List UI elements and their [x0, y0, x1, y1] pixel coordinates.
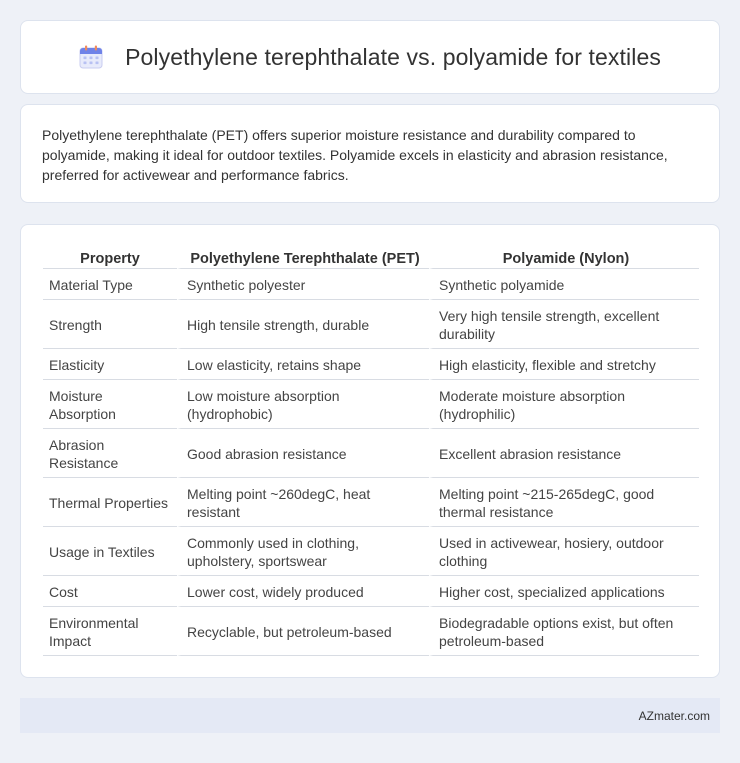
polyamide-cell: Excellent abrasion resistance [429, 429, 699, 478]
comparison-card [20, 224, 720, 678]
property-cell: Elasticity [43, 349, 177, 380]
polyamide-cell: Very high tensile strength, excellent durability [429, 300, 699, 349]
table-row [43, 527, 699, 576]
page-title: Polyethylene terephthalate vs. polyamide for textiles [125, 43, 661, 70]
pet-cell: Lower cost, widely produced [177, 576, 429, 607]
polyamide-cell: High elasticity, flexible and stretchy [429, 349, 699, 380]
column-header-property: Property [43, 245, 177, 269]
table-row [43, 478, 699, 527]
title-card [20, 20, 720, 94]
property-cell: Cost [43, 576, 177, 607]
table-row [43, 429, 699, 478]
property-cell: Thermal Properties [43, 478, 177, 527]
polyamide-cell: Melting point ~215-265degC, good thermal resistance [429, 478, 699, 527]
polyamide-cell: Used in activewear, hosiery, outdoor clothing [429, 527, 699, 576]
pet-cell: Low moisture absorption (hydrophobic) [177, 380, 429, 429]
pet-cell: High tensile strength, durable [177, 300, 429, 349]
footer-site-name: AZmater.com [638, 708, 710, 723]
pet-cell: Commonly used in clothing, upholstery, sportswear [177, 527, 429, 576]
table-row [43, 607, 699, 656]
property-cell: Abrasion Resistance [43, 429, 177, 478]
polyamide-cell: Higher cost, specialized applications [429, 576, 699, 607]
table-row [43, 576, 699, 607]
column-header-polyamide: Polyamide (Nylon) [429, 245, 699, 269]
pet-cell: Recyclable, but petroleum-based [177, 607, 429, 656]
table-row [43, 380, 699, 429]
pet-cell: Low elasticity, retains shape [177, 349, 429, 380]
polyamide-cell: Synthetic polyamide [429, 269, 699, 300]
table-row [43, 300, 699, 349]
title-row [79, 44, 661, 71]
intro-card [20, 104, 720, 203]
property-cell: Strength [43, 300, 177, 349]
property-cell: Environmental Impact [43, 607, 177, 656]
table-row [43, 269, 699, 300]
pet-cell: Good abrasion resistance [177, 429, 429, 478]
comparison-table [43, 245, 699, 656]
intro-text: Polyethylene terephthalate (PET) offers superior moisture resistance and durability compared to polyamide, making it ideal for outdoor textiles. Polyamide excels in elasticity and abrasion resistance, preferred for activewear and performance fabrics. [42, 127, 668, 183]
table-header-row [43, 245, 699, 269]
polyamide-cell: Moderate moisture absorption (hydrophilic) [429, 380, 699, 429]
property-cell: Usage in Textiles [43, 527, 177, 576]
pet-cell: Synthetic polyester [177, 269, 429, 300]
property-cell: Moisture Absorption [43, 380, 177, 429]
table-row [43, 349, 699, 380]
column-header-pet: Polyethylene Terephthalate (PET) [177, 245, 429, 269]
property-cell: Material Type [43, 269, 177, 300]
pet-cell: Melting point ~260degC, heat resistant [177, 478, 429, 527]
footer [20, 698, 720, 733]
polyamide-cell: Biodegradable options exist, but often petroleum-based [429, 607, 699, 656]
calendar-icon [79, 45, 103, 69]
